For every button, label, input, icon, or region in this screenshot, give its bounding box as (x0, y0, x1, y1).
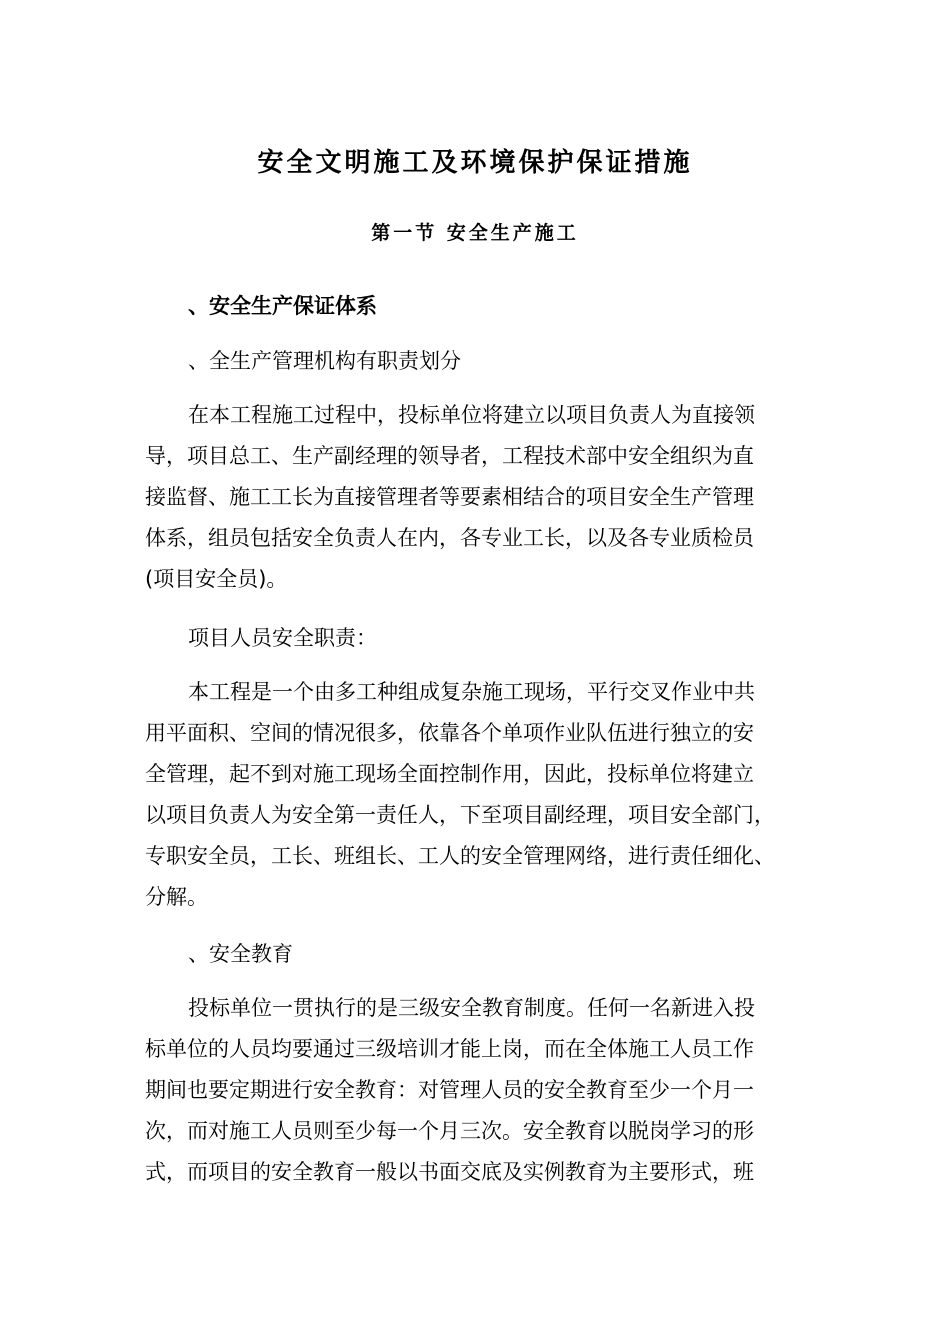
label-personnel-duties: 项目人员安全职责： (188, 626, 377, 650)
paragraph-line: 在本工程施工过程中，投标单位将建立以项目负责人为直接领 (188, 403, 755, 427)
paragraph-line: 期间也要定期进行安全教育：对管理人员的安全教育至少一个月一 (145, 1078, 754, 1102)
heading-management-org: 、全生产管理机构有职责划分 (188, 349, 461, 373)
paragraph-line: 分解。 (145, 885, 208, 909)
paragraph-line: 以项目负责人为安全第一责任人，下至项目副经理，项目安全部门， (145, 803, 775, 827)
paragraph-line: 用平面积、空间的情况很多，依靠各个单项作业队伍进行独立的安 (145, 721, 754, 745)
paragraph-line: 全管理，起不到对施工现场全面控制作用，因此，投标单位将建立 (145, 762, 754, 786)
paragraph-line: 标单位的人员均要通过三级培训才能上岗，而在全体施工人员工作 (145, 1037, 754, 1061)
paragraph-line: 本工程是一个由多工种组成复杂施工现场，平行交叉作业中共 (188, 680, 755, 704)
paragraph-line: 体系，组员包括安全负责人在内，各专业工长，以及各专业质检员 (145, 526, 754, 550)
paragraph-line: 接监督、施工工长为直接管理者等要素相结合的项目安全生产管理 (145, 485, 754, 509)
paragraph-line: 式，而项目的安全教育一般以书面交底及实例教育为主要形式，班 (145, 1160, 754, 1184)
paragraph-1 (145, 395, 835, 600)
paragraph-line: 投标单位一贯执行的是三级安全教育制度。任何一名新进入投 (188, 996, 755, 1020)
paragraph-2 (145, 672, 835, 918)
paragraph-line: 次，而对施工人员则至少每一个月三次。安全教育以脱岗学习的形 (145, 1119, 754, 1143)
paragraph-line: 导，项目总工、生产副经理的领导者，工程技术部中安全组织为直 (145, 444, 754, 468)
document-title: 安全文明施工及环境保护保证措施 (257, 148, 693, 178)
paragraph-line: 专职安全员，工长、班组长、工人的安全管理网络，进行责任细化、 (145, 844, 775, 868)
paragraph-3 (145, 988, 835, 1193)
heading-safety-system: 、安全生产保证体系 (188, 294, 377, 318)
heading-safety-education: 、安全教育 (188, 942, 293, 966)
section-title: 第一节 安全生产施工 (371, 222, 579, 244)
paragraph-line: (项目安全员)。 (145, 567, 288, 591)
